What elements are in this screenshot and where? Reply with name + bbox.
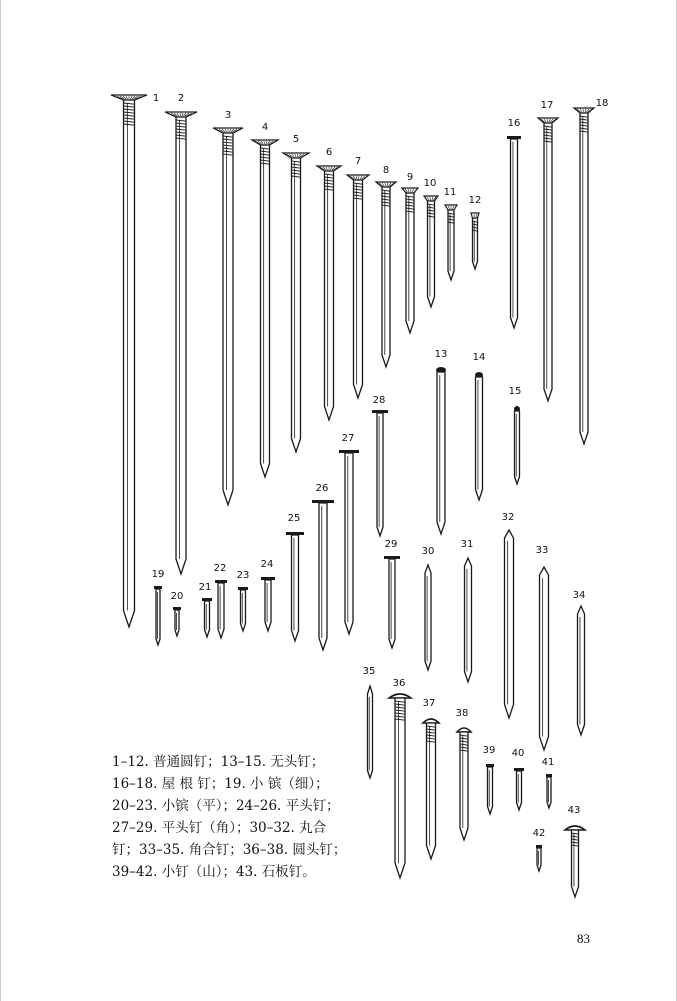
nail-19	[152, 569, 165, 645]
nail-head	[347, 175, 369, 180]
nail-shaft	[448, 210, 454, 280]
nail-26	[312, 483, 334, 650]
nail-label: 23	[236, 570, 250, 581]
nail-shaft	[319, 503, 327, 650]
nail-10	[424, 178, 438, 307]
nail-30	[422, 546, 435, 670]
nail-29	[384, 539, 400, 648]
nail-head	[402, 188, 418, 193]
nail-shaft	[580, 113, 588, 444]
nail-shaft	[205, 601, 210, 637]
nail-label: 43	[567, 805, 581, 816]
nail-label: 12	[468, 195, 482, 206]
nail-head	[424, 196, 438, 201]
nail-label: 42	[532, 828, 546, 839]
nail-label: 18	[595, 98, 609, 109]
nail-head	[538, 118, 558, 123]
nail-34	[573, 590, 586, 735]
nail-label: 41	[541, 757, 555, 768]
nail-label: 16	[507, 118, 521, 129]
caption-line: 16–18. 屋 根 钉；19. 小 镔（细）；	[112, 776, 329, 792]
nail-shaft	[578, 606, 585, 735]
nail-shaft	[406, 193, 414, 333]
nail-label: 40	[511, 748, 525, 759]
nail-label: 22	[213, 563, 227, 574]
nail-shaft	[292, 158, 301, 452]
nail-6	[317, 147, 341, 420]
nail-label: 21	[198, 582, 212, 593]
nail-12	[469, 195, 482, 269]
nail-33	[536, 545, 549, 750]
nail-1	[111, 93, 159, 627]
nail-shaft	[292, 535, 299, 641]
nail-head	[376, 182, 396, 187]
nail-shaft	[547, 777, 551, 808]
figure-caption	[112, 751, 347, 883]
nail-21	[199, 582, 212, 637]
nail-head	[283, 153, 309, 158]
nail-label: 9	[406, 172, 414, 183]
nail-shaft	[382, 187, 390, 367]
nail-label: 25	[287, 513, 301, 524]
nail-shaft	[540, 567, 549, 750]
nail-shaft	[377, 413, 383, 536]
nail-31	[461, 539, 474, 682]
nail-13	[435, 349, 448, 534]
nail-39	[483, 745, 496, 814]
nail-label: 27	[341, 433, 355, 444]
nail-label: 7	[354, 156, 362, 167]
nail-label: 4	[261, 122, 269, 133]
nail-24	[261, 559, 275, 631]
nail-label: 32	[501, 512, 515, 523]
nail-shaft	[368, 686, 373, 778]
nail-label: 39	[482, 745, 496, 756]
nail-label: 19	[151, 569, 165, 580]
nail-shaft	[427, 723, 436, 859]
nail-18	[574, 98, 608, 444]
nail-40	[512, 748, 525, 810]
nail-28	[372, 395, 388, 536]
nail-shaft	[156, 589, 160, 645]
nail-shaft	[241, 590, 246, 631]
nail-35	[363, 666, 376, 778]
nail-7	[347, 156, 369, 398]
nail-32	[502, 512, 515, 718]
nail-head	[252, 140, 278, 145]
nail-label: 11	[443, 187, 457, 198]
nail-17	[538, 100, 558, 401]
nail-27	[339, 433, 359, 634]
nail-shaft	[517, 771, 522, 810]
nail-8	[376, 165, 396, 367]
nail-shaft	[465, 558, 472, 682]
nail-shaft	[437, 372, 445, 534]
nail-shaft	[345, 453, 353, 634]
nail-label: 8	[382, 165, 390, 176]
nail-shaft	[488, 767, 493, 814]
nail-shaft	[473, 218, 478, 269]
nail-shaft	[265, 580, 271, 631]
nail-head	[574, 108, 594, 113]
nail-5	[283, 134, 309, 452]
nail-label: 6	[325, 147, 333, 158]
nail-15	[509, 386, 522, 484]
page-number: 83	[577, 931, 590, 946]
nail-shaft	[505, 530, 514, 718]
caption-line: 27–29. 平头钉（角）；30–32. 丸合	[112, 820, 327, 836]
nail-label: 34	[572, 590, 586, 601]
nail-41	[542, 757, 555, 808]
nail-label: 24	[260, 559, 274, 570]
nail-shaft	[476, 377, 483, 500]
nail-9	[402, 172, 418, 333]
nail-label: 3	[224, 110, 232, 121]
nail-3	[213, 110, 243, 505]
nail-shaft	[515, 411, 520, 484]
nail-label: 17	[540, 100, 554, 111]
nail-shaft	[325, 171, 334, 420]
nail-11	[444, 187, 457, 280]
nail-label: 1	[152, 93, 160, 104]
caption-line: 钉；33–35. 角合钉；36–38. 圆头钉；	[112, 842, 347, 858]
nail-4	[252, 122, 278, 477]
nail-25	[286, 513, 304, 641]
nail-shaft	[176, 117, 186, 574]
nail-label: 31	[460, 539, 474, 550]
nail-label: 2	[177, 93, 185, 104]
nail-16	[507, 118, 521, 328]
nail-shaft	[124, 100, 135, 627]
nail-shaft	[544, 123, 552, 401]
nail-shaft	[354, 180, 363, 398]
nail-label: 36	[392, 678, 406, 689]
caption-line: 39–42. 小钉（山）；43. 石板钉。	[112, 864, 316, 880]
nail-head	[471, 213, 479, 218]
nail-42	[533, 828, 546, 871]
nail-label: 37	[422, 698, 436, 709]
nail-label: 5	[292, 134, 300, 145]
nail-shaft	[175, 610, 179, 636]
nail-43	[565, 805, 585, 897]
nail-label: 15	[508, 386, 522, 397]
nail-shaft	[218, 583, 224, 638]
nail-shaft	[223, 133, 233, 505]
nail-label: 13	[434, 349, 448, 360]
nail-shaft	[389, 559, 395, 648]
caption-line: 20–23. 小镔（平）；24–26. 平头钉；	[112, 798, 340, 814]
nail-23	[237, 570, 250, 631]
nail-label: 14	[472, 352, 486, 363]
nail-38	[456, 708, 471, 840]
caption-line: 1–12. 普通圆钉；13–15. 无头钉；	[112, 754, 325, 770]
nail-label: 33	[535, 545, 549, 556]
nail-37	[423, 698, 439, 859]
nail-shaft	[511, 139, 518, 328]
nail-20	[171, 591, 184, 636]
nail-label: 29	[384, 539, 398, 550]
nail-shaft	[537, 848, 541, 871]
nail-label: 38	[455, 708, 469, 719]
nail-14	[473, 352, 486, 500]
nail-label: 30	[421, 546, 435, 557]
nail-shaft	[395, 698, 405, 878]
nail-label: 35	[362, 666, 376, 677]
nail-36	[389, 678, 411, 878]
nail-shaft	[261, 145, 270, 477]
nail-label: 28	[372, 395, 386, 406]
nail-label: 20	[170, 591, 184, 602]
nail-shaft	[425, 565, 431, 670]
nail-label: 10	[423, 178, 437, 189]
nail-22	[214, 563, 227, 638]
nail-2	[165, 93, 197, 574]
nail-label: 26	[315, 483, 329, 494]
